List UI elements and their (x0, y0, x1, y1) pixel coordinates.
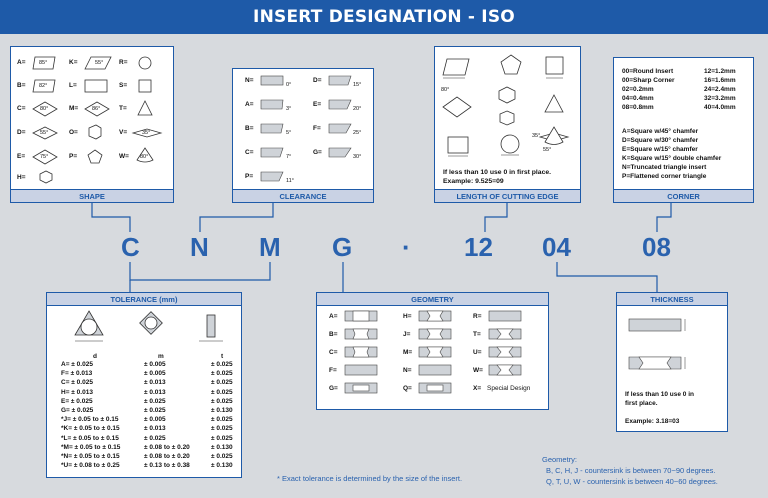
tolerance-panel (46, 292, 242, 478)
designation-tolerance: M (259, 232, 281, 262)
corner-left-0: 00=Round Insert (622, 68, 674, 75)
shape-code-a: A= (17, 59, 26, 66)
clearance-code-c: C= (245, 149, 254, 156)
tolerance-cell: ± 0.013 (144, 425, 166, 433)
tolerance-cell: ± 0.025 (211, 416, 233, 424)
geometry-code-m: M= (403, 349, 413, 356)
corner-chamfer-2: E=Square w/15° chamfer (622, 146, 698, 153)
tolerance-cell: A= ± 0.025 (61, 361, 93, 368)
shape-code-m: M= (69, 105, 79, 112)
geometry-code-a: A= (329, 313, 338, 320)
designation-length: 12 (464, 232, 493, 262)
tolerance-cell: ± 0.08 to ± 0.20 (144, 453, 190, 460)
shape-code-w: W= (119, 153, 129, 160)
tolerance-cell: ± 0.130 (211, 462, 233, 470)
tolerance-cell: *U= ± 0.08 to ± 0.25 (61, 462, 120, 470)
shape-code-o: O= (69, 129, 78, 136)
corner-right-4: 40=4.0mm (704, 104, 736, 111)
shape-code-t: T= (119, 105, 127, 112)
designation-shape: C (121, 232, 140, 262)
length-angle-55: 55° (543, 147, 552, 153)
tolerance-cell: ± 0.013 (144, 388, 166, 396)
tolerance-cell: H= ± 0.013 (61, 388, 93, 396)
shape-code-h: H= (17, 174, 26, 181)
geometry-code-r: R= (473, 313, 482, 320)
thickness-note2: first place. (625, 400, 658, 407)
designation-thickness: 04 (542, 232, 571, 262)
tolerance-cell: *L= ± 0.05 to ± 0.15 (61, 434, 119, 442)
tolerance-cell: *M= ± 0.05 to ± 0.15 (61, 443, 121, 451)
clearance-code-e: E= (313, 101, 322, 108)
clearance-angle-a: 3° (286, 106, 292, 112)
thickness-note1: If less than 10 use 0 in (625, 391, 694, 398)
shape-angle-m: 86° (92, 106, 101, 112)
shape-code-k: K= (69, 59, 78, 66)
designation-geometry: G (332, 232, 353, 262)
clearance-angle-g: 30° (353, 154, 362, 160)
shape-code-s: S= (119, 82, 128, 89)
designation-corner: 08 (642, 232, 671, 262)
shape-angle-d: 55° (40, 130, 49, 136)
shape-code-e: E= (17, 153, 26, 160)
geometry-code-w: W= (473, 367, 483, 374)
length-icons (435, 47, 580, 165)
corner-left-2: 02=0.2mm (622, 86, 654, 93)
shape-code-d: D= (17, 129, 26, 136)
tolerance-icons (47, 307, 241, 357)
tolerance-cell: ± 0.005 (144, 370, 166, 378)
clearance-icons (233, 69, 373, 189)
tolerance-cell: *N= ± 0.05 to ± 0.15 (61, 453, 120, 460)
corner-right-2: 24=2.4mm (704, 86, 736, 93)
geometry-code-n: N= (403, 367, 412, 374)
clearance-code-n: N= (245, 77, 254, 84)
clearance-angle-b: 5° (286, 130, 292, 136)
corner-right-3: 32=3.2mm (704, 95, 736, 102)
rectangle-shape-icon (85, 80, 107, 92)
corner-chamfer-3: K=Square w/15° double chamfer (622, 155, 722, 162)
square-shape-icon (139, 80, 151, 92)
tolerance-cell: ± 0.005 (144, 361, 166, 368)
shape-angle-k: 55° (95, 60, 104, 66)
geometry-code-b: B= (329, 331, 338, 338)
shape-angle-e: 75° (40, 154, 49, 160)
geometry-code-j: J= (403, 331, 411, 338)
length-angle-35: 35° (532, 133, 541, 139)
tolerance-cell: ± 0.025 (144, 397, 166, 405)
length-label: LENGTH OF CUTTING EDGE (435, 189, 580, 202)
geometry-code-u: U= (473, 349, 482, 356)
clearance-code-a: A= (245, 101, 254, 108)
geometry-code-g: G= (329, 385, 338, 392)
tolerance-cell: F= ± 0.013 (61, 370, 93, 378)
tolerance-cell: G= ± 0.025 (61, 407, 94, 414)
corner-left-1: 00=Sharp Corner (622, 77, 675, 84)
corner-right-1: 16=1.6mm (704, 77, 736, 84)
tolerance-cell: ± 0.025 (211, 361, 233, 368)
tolerance-cell: ± 0.025 (211, 370, 233, 378)
corner-label: CORNER (614, 189, 753, 202)
shape-angle-a: 85° (39, 60, 48, 66)
geometry-note-line2: Q, T, U, W - countersink is between 40~60 degrees. (546, 477, 718, 486)
geometry-code-c: C= (329, 349, 338, 356)
tolerance-cell: ± 0.025 (211, 397, 233, 405)
corner-panel (613, 57, 754, 203)
clearance-angle-f: 25° (353, 130, 362, 136)
hexagon-shape-icon (40, 171, 52, 183)
clearance-angle-c: 7° (286, 154, 292, 160)
geometry-code-h: H= (403, 313, 412, 320)
tolerance-cell: ± 0.08 to ± 0.20 (144, 443, 190, 451)
tolerance-cell: *J= ± 0.05 to ± 0.15 (61, 416, 119, 424)
thickness-panel (616, 292, 728, 432)
clearance-angle-p: 11° (286, 178, 294, 184)
tolerance-cell: C= ± 0.025 (61, 379, 93, 387)
geometry-code-f: F= (329, 367, 337, 374)
corner-chamfer-0: A=Square w/45° chamfer (622, 128, 699, 135)
designation-separator: · (402, 232, 411, 262)
thickness-label: THICKNESS (617, 293, 727, 306)
geometry-icons (317, 307, 548, 411)
shape-code-b: B= (17, 82, 26, 89)
clearance-angle-e: 20° (353, 106, 362, 112)
length-note: If less than 10 use 0 in first place. (443, 169, 552, 176)
tolerance-cell: E= ± 0.025 (61, 397, 93, 405)
clearance-code-b: B= (245, 125, 254, 132)
corner-chamfer-4: N=Truncated triangle insert (622, 164, 707, 171)
shape-panel (10, 46, 174, 203)
tolerance-cell: ± 0.005 (144, 416, 166, 424)
shape-code-l: L= (69, 82, 77, 89)
shape-code-p: P= (69, 153, 78, 160)
tolerance-cell: ± 0.025 (144, 434, 166, 442)
clearance-code-p: P= (245, 173, 254, 180)
tolerance-footnote: * Exact tolerance is determined by the size of the insert. (277, 474, 463, 483)
shape-angle-c: 80° (40, 106, 49, 112)
tolerance-cell: ± 0.130 (211, 407, 233, 414)
tolerance-cell: ± 0.025 (144, 407, 166, 414)
geometry-code-q: Q= (403, 385, 412, 392)
tolerance-cell: ± 0.025 (211, 434, 233, 442)
tolerance-cell: ± 0.025 (211, 388, 233, 396)
geometry-code-t: T= (473, 331, 481, 338)
thickness-example: Example: 3.18=03 (625, 418, 680, 425)
clearance-angle-d: 15° (353, 82, 362, 88)
shape-code-c: C= (17, 105, 26, 112)
tolerance-header-d: d (93, 353, 97, 360)
shape-angle-v: 35° (142, 130, 151, 136)
designation-clearance: N (190, 232, 209, 262)
corner-left-4: 08=0.8mm (622, 104, 654, 111)
tolerance-cell: ± 0.025 (211, 425, 233, 433)
geometry-code-x: X= (473, 385, 482, 392)
tolerance-label: TOLERANCE (mm) (47, 293, 241, 306)
clearance-code-d: D= (313, 77, 322, 84)
triangle-shape-icon (138, 101, 152, 115)
corner-left-3: 04=0.4mm (622, 95, 654, 102)
clearance-angle-n: 0° (286, 82, 292, 88)
corner-chamfer-1: D=Square w/30° chamfer (622, 137, 699, 144)
tolerance-cell: ± 0.130 (211, 443, 233, 451)
tolerance-cell: ± 0.13 to ± 0.38 (144, 462, 190, 470)
tolerance-cell: ± 0.013 (144, 379, 166, 387)
clearance-label: CLEARANCE (233, 189, 373, 202)
shape-angle-w: 80° (140, 154, 149, 160)
shape-label: SHAPE (11, 189, 173, 202)
tolerance-cell: ± 0.025 (211, 453, 233, 460)
length-example: Example: 9.525=09 (443, 178, 504, 185)
round-shape-icon (139, 57, 151, 69)
clearance-code-f: F= (313, 125, 321, 132)
clearance-panel (232, 68, 374, 203)
geometry-note-title: Geometry: (542, 455, 578, 464)
corner-chamfer-5: P=Flattened corner triangle (622, 173, 707, 180)
shape-code-v: V= (119, 129, 128, 136)
corner-right-0: 12=1.2mm (704, 68, 736, 75)
geometry-note-line1: B, C, H, J - countersink is between 70~90 degrees. (546, 466, 716, 475)
geometry-panel (316, 292, 549, 410)
shape-icons (11, 47, 173, 187)
tolerance-header-m: m (158, 353, 164, 360)
length-panel (434, 46, 581, 203)
geometry-label: GEOMETRY (317, 293, 548, 306)
octagon-shape-icon (89, 125, 101, 139)
tolerance-header-t: t (221, 353, 224, 360)
pentagon-shape-icon (88, 150, 102, 163)
page-title: INSERT DESIGNATION - ISO (0, 0, 768, 34)
length-angle-80: 80° (441, 87, 450, 93)
clearance-code-g: G= (313, 149, 322, 156)
shape-angle-b: 82° (39, 83, 48, 89)
shape-code-r: R= (119, 59, 128, 66)
tolerance-cell: ± 0.025 (211, 379, 233, 387)
tolerance-cell: *K= ± 0.05 to ± 0.15 (61, 425, 120, 433)
thickness-icons (617, 307, 727, 385)
geometry-special: Special Design (487, 385, 531, 392)
